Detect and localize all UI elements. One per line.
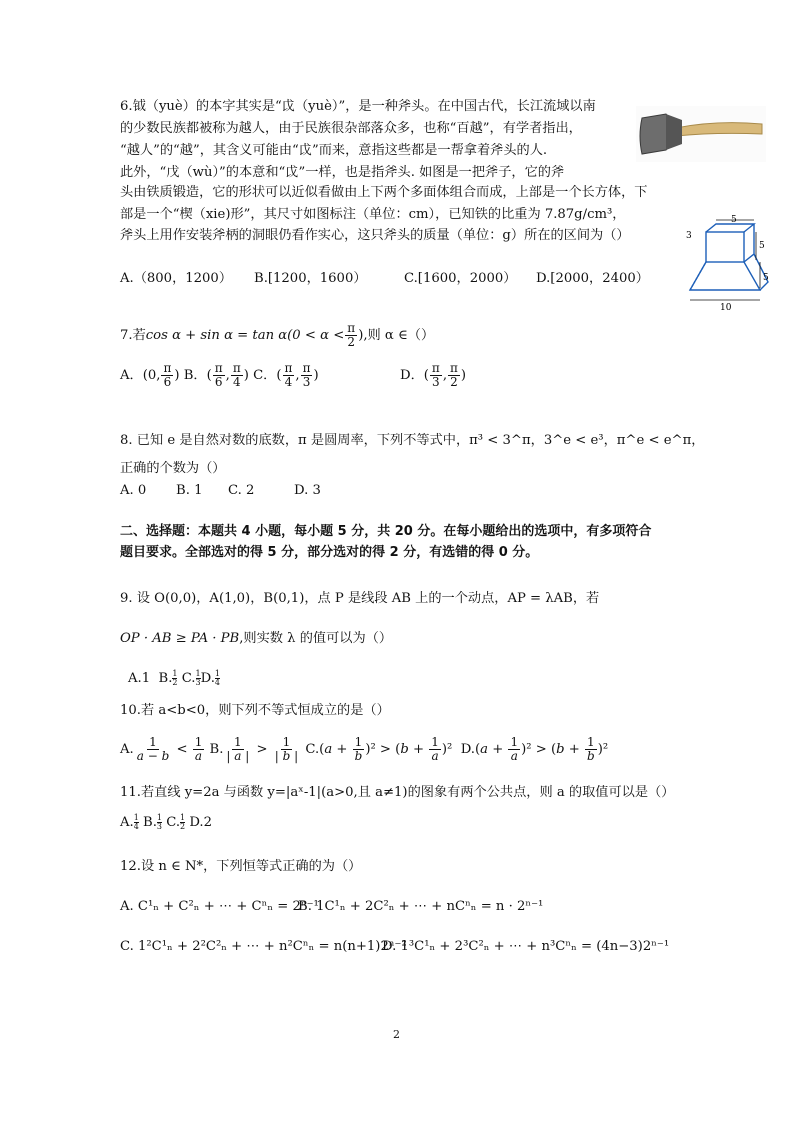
q12-stem: 12.设 n ∈ N*，下列恒等式正确的为（）: [120, 859, 362, 874]
q6-option-c: C.[1600，2000）: [404, 271, 517, 286]
q12-option-d: D. 1³C¹ₙ + 2³C²ₙ + ⋯ + n³Cⁿₙ = (4n−3)2ⁿ⁻¹: [382, 939, 670, 954]
q7-stem: 7.若cos α + sin α = tan α(0 < α < $\frac{\pi}{2}$ ),则 α ∈（）: [120, 321, 435, 349]
q6-option-a: A.（800，1200）: [120, 271, 233, 286]
section-heading: 二、选择题：本题共 4 小题，每小题 5 分，共 20 分。在每小题给出的选项中，有多项符合: [120, 524, 652, 539]
q6-option-b: B.[1200，1600）: [254, 271, 367, 286]
q6-line4: 此外，“戊（wù）”的本意和“戉”一样，也是指斧头. 如图是一把斧子，它的斧: [120, 165, 565, 180]
q11-option-d: D.2: [189, 815, 212, 830]
diagram-label-depth: 3: [686, 231, 692, 241]
q7-option-b-label: B．: [183, 368, 207, 383]
q6-line6: 部是一个“楔（xie)形”，其尺寸如图标注（单位：cm），已知铁的比重为 7.87g/cm³，: [120, 207, 626, 222]
q6-option-d: D.[2000，2400）: [536, 271, 649, 286]
q12-option-c: C. 1²C¹ₙ + 2²C²ₙ + ⋯ + n²Cⁿₙ = n(n+1)2ⁿ⁻²: [120, 939, 407, 954]
q9-options: A.1 B. $\frac{1}{2}$ C. $\frac{1}{3}$ D. $\frac{1}{4}$: [128, 669, 220, 687]
diagram-label-lower-height: 5: [763, 273, 769, 283]
q8-option-c: C. 2: [228, 483, 255, 498]
section-heading-line2: 题目要求。全部选对的得 5 分，部分选对的得 2 分，有选错的得 0 分。: [120, 545, 539, 560]
q11-option-c: C.: [166, 815, 181, 830]
q10-option-c: C.: [305, 742, 320, 757]
q6-line2: 的少数民族都被称为越人，由于民族很杂部落众多，也称“百越”，有学者指出，: [120, 121, 582, 136]
q8-option-b: B. 1: [176, 483, 203, 498]
q11-option-b: B.: [143, 815, 157, 830]
diagram-label-top: 5: [731, 215, 737, 225]
q8-stem-line2: 正确的个数为（）: [120, 461, 226, 476]
q7-option-c-label: C．: [253, 368, 277, 383]
q7-option-d: D．( $\frac{\pi}{3}$ , $\frac{\pi}{2}$ ): [400, 361, 467, 389]
q12-option-b: B. 1C¹ₙ + 2C²ₙ + ⋯ + nCⁿₙ = n · 2ⁿ⁻¹: [298, 899, 544, 914]
q7-options: A．(0, $\frac{\pi}{6}$ ) B．( $\frac{\pi}{6}$ , $\frac{\pi}{4}$ ) C．( $\frac{\pi}{4}$ , $\frac{\pi}{3}$ ): [120, 361, 319, 389]
q10-stem: 10.若 a<b<0，则下列不等式恒成立的是（）: [120, 703, 390, 718]
q7-option-a-label: A．: [120, 368, 143, 383]
q9-option-b: B.: [158, 671, 173, 686]
q8-option-d: D. 3: [294, 483, 321, 498]
q11-stem: 11.若直线 y=2a 与函数 y=|aˣ-1|(a>0,且 a≠1)的图象有两个公共点，则 a 的取值可以是（）: [120, 785, 675, 800]
diagram-label-base: 10: [720, 303, 732, 313]
q8-stem: 8. 已知 e 是自然对数的底数，π 是圆周率，下列不等式中，π³ < 3^π，3^e < e³，π^e < e^π，: [120, 433, 705, 448]
axe-dimension-diagram: [676, 212, 786, 316]
q10-option-b: B.: [209, 742, 224, 757]
q6-line5: 头由铁质锻造，它的形状可以近似看做由上下两个多面体组合而成，上部是一个长方体，下: [120, 185, 648, 200]
q6-line3: “越人”的“越”，其含义可能由“戉”而来，意指这些都是一帮拿着斧头的人.: [120, 143, 548, 158]
q11-option-a: A.: [120, 815, 134, 830]
page-number: 2: [393, 1028, 400, 1041]
q12-option-a: A. C¹ₙ + C²ₙ + ⋯ + Cⁿₙ = 2ⁿ⁻¹: [120, 899, 319, 914]
q9-option-a: A.1: [128, 671, 151, 686]
q9-stem-line2: OP · AB ≥ PA · PB,则实数 λ 的值可以为（）: [120, 631, 393, 646]
diagram-label-upper-height: 5: [759, 241, 765, 251]
q11-options: A. $\frac{1}{4}$ B. $\frac{1}{3}$ C. $\frac{1}{2}$ D.2: [120, 813, 212, 831]
q9-option-c: C.: [181, 671, 196, 686]
q8-option-a: A. 0: [120, 483, 147, 498]
q10-option-a: A.: [120, 742, 134, 757]
q6-line7: 斧头上用作安装斧柄的洞眼仍看作实心，这只斧头的质量（单位：g）所在的区间为（）: [120, 228, 630, 243]
q9-stem: 9. 设 O(0,0)，A(1,0)，B(0,1)，点 P 是线段 AB 上的一个动点，AP = λAB，若: [120, 591, 600, 606]
q6-line1: 6.钺（yuè）的本字其实是“戉（yuè）”，是一种斧头。在中国古代，长江流域以南: [120, 99, 596, 114]
q10-options: A. $\frac{1}{a - b}$ < $\frac{1}{a}$ B. $\frac{1}{| a |}$ > $\frac{1}{| b |}$ C.(a + $\frac{1}{b}$ )² > (b + $\frac{1}{a}$ )² D.(a + $\frac{1}{a}$ )² > (b + $\frac{1}{b}$ )²: [120, 735, 609, 763]
q10-option-d: D.: [460, 742, 475, 757]
q9-option-d: D.: [200, 671, 215, 686]
axe-image: [636, 106, 766, 162]
